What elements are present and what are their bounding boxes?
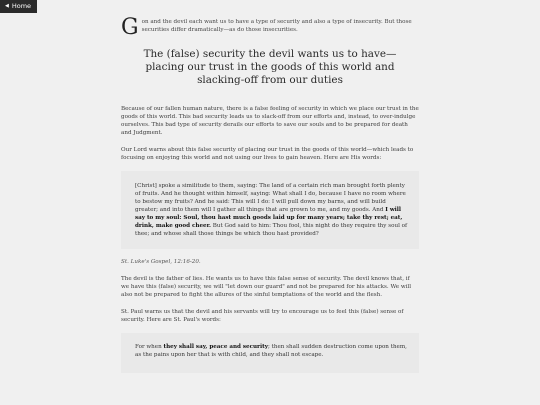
paragraph-2: Our Lord warns about this false security of placing our trust in the goods of this world—which leads to focusing on enjoying this world and not using our lives to gain heaven. Here are His words: <box>121 147 414 161</box>
article-title: The (false) security the devil wants us to have—placing our trust in the goods of this world and slacking-off from our duties <box>143 48 397 86</box>
home-button[interactable] <box>0 0 37 13</box>
gospel-quote <box>121 171 419 249</box>
paragraph-4: St. Paul warns us that the devil and his servants will try to encourage us to feel this (false) sense of security. Here are St. Paul's words: <box>121 309 404 323</box>
intro-text: on and the devil each want us to have a type of security and also a type of insecurity. But those securities differ dramatically—as do those insecurities. <box>141 19 412 33</box>
st-paul-quote <box>121 333 419 373</box>
paragraph-1: Because of our fallen human nature, there is a false feeling of security in which we place our trust in the goods of this world. This bad security leads us to slack-off from our efforts and, instead, to over-indulge ourselves. This bad type of security derails our efforts to save our souls and to be prepared for death and Judgment. <box>121 106 419 136</box>
quote-citation: St. Luke's Gospel, 12:16-20. <box>121 259 201 265</box>
quote2-text-1: For when <box>135 344 164 350</box>
article <box>121 17 419 373</box>
back-arrow-icon: ◀ <box>5 3 9 9</box>
quote-text-1: [Christ] spoke a similitude to them, saying: The land of a certain rich man brought forth plenty of fruits. And he thought within himself, saying: What shall I do, because I have no room where to bestow my fruits? And he said: This will I do: I will pull down my barns, and will build greater; and into them will I gather all things that are grown to me, and my goods. And <box>135 183 406 213</box>
quote-text-2: But God said to him: Thou fool, this night do they require thy soul of thee; and whose shall those things be which thou hast provided? <box>135 223 408 237</box>
intro <box>121 15 419 40</box>
paragraph-3: The devil is the father of lies. He wants us to have this false sense of security. The devil knows that, if we have this (false) security, we will "let down our guard" and not be prepared for his attacks. We will also not be prepared to fight the allures of the sinful temptations of the world and the flesh. <box>121 276 412 298</box>
quote-bold-text: I will say to my soul: Soul, thou hast much goods laid up for many years; take thy rest; eat, drink, make good cheer. <box>135 207 403 229</box>
quote2-bold-text: they shall say, peace and security <box>163 344 268 350</box>
drop-cap: G <box>121 15 139 40</box>
quote2-text-2: ; then shall sudden destruction come upon them, as the pains upon her that is with child, and they shall not escape. <box>135 344 407 358</box>
home-label: Home <box>11 2 32 10</box>
